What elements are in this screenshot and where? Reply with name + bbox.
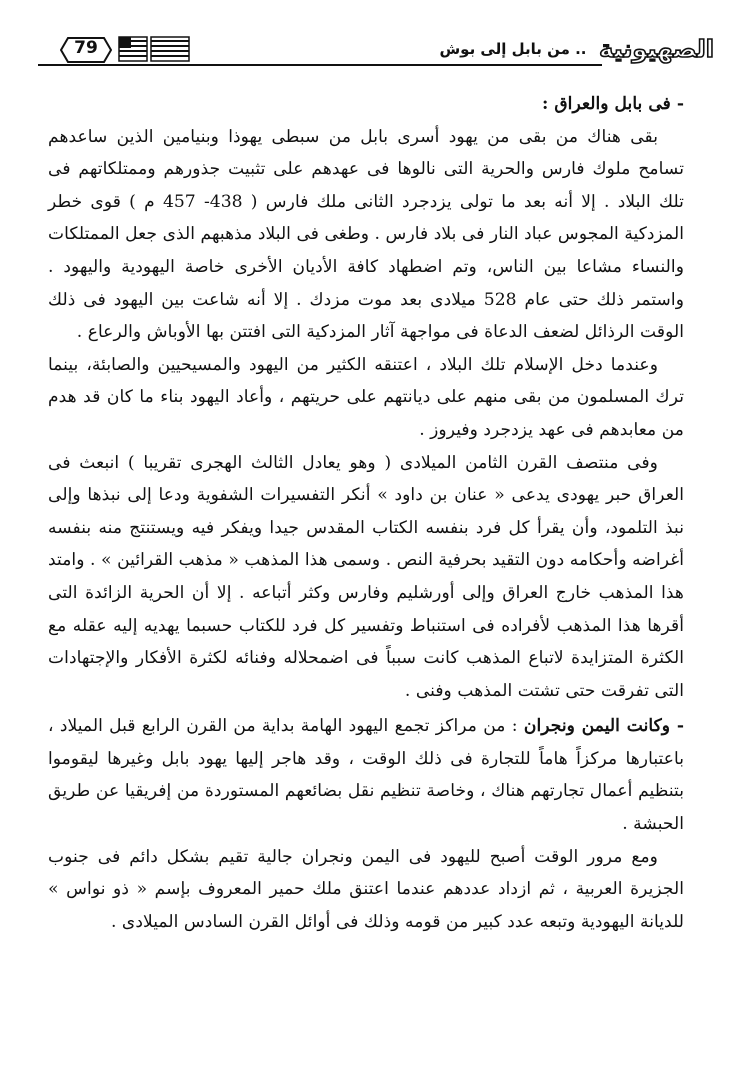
page-body	[48, 88, 684, 938]
paragraph-3: وفى منتصف القرن الثامن الميلادى ( وهو يعادل الثالث الهجرى تقريبا ) انبعث فى العراق حبر يهودى يدعى « عنان بن داود » أنكر التفسيرات الشفوية ودعا إلى نبذها وإلى نبذ التلمود، وأن يقرأ كل فرد بنفسه الكتاب المقدس جيدا ويفكر فيه ويستنتج منه بنفسه أغراضه وأحكامه دون التقيد بحرفية النص . وسمى هذا المذهب « مذهب القرائين » . وامتد هذا المذهب خارج العراق وإلى أورشليم وفارس وكثر أتباعه . إلا أن الحرية الزائدة التى أقرها هذا المذهب لأفراده فى استنباط وتفسير كل فرد للكتاب حسبما يهديه إليه عقله مع الكثرة المتزايدة لاتباع المذهب كانت سبباً فى اضمحلاله وفنائه لكثرة الأفكار والإجتهادات التى تفرقت حتى تشتت المذهب وفنى .	[48, 452, 684, 701]
running-header	[38, 30, 714, 76]
paragraph-2: وعندما دخل الإسلام تلك البلاد ، اعتنقه الكثير من اليهود والمسيحيين والصابئة، بينما ترك المسلمون من بقى منهم على ديانتهم على حريتهم ، وأعاد اليهود بناء ما كان قد هدم من معابدهم فى عهد يزدجرد وفيروز .	[48, 354, 684, 440]
section-heading-babylon: - فى بابل والعراق :	[542, 94, 684, 114]
book-subtitle: .. من بابل إلى بوش	[418, 40, 608, 58]
page-number-badge	[60, 36, 112, 64]
book-title: الصهيونية	[602, 30, 714, 70]
paragraph-4: ومع مرور الوقت أصبح لليهود فى اليمن ونجران جالية تقيم بشكل دائم فى جنوب الجزيرة العربية ، ثم ازداد عددهم عندما اعتنق ملك حمير المعروف بإسم « ذو نواس » للديانة اليهودية وتبعه عدد كبير من قومه وذلك فى أوائل القرن السادس الميلادى .	[48, 846, 684, 932]
page-number: 79	[74, 38, 98, 58]
paragraph-1: بقى هناك من بقى من يهود أسرى بابل من سبطى يهوذا وبنيامين الذين ساعدهم تسامح ملوك فارس والحرية التى نالوها فى عهدهم على تثبيت جذورهم وممتلكاتهم فى تلك البلاد . إلا أنه بعد ما تولى يزدجرد الثانى ملك فارس ( 438- 457 م ) قوى خطر المزدكية المجوس عباد النار فى بلاد فارس . وطغى فى البلاد مذهبهم الذى جعل الممتلكات والنساء مشاعا بين الناس، وتم اضطهاد كافة الأديان الأخرى خاصة اليهودية واليهود . واستمر ذلك حتى عام 528 ميلادى بعد موت مزدك . إلا أنه شاعت بين اليهود فى ذلك الوقت الرذائل لضعف الدعاة فى مواجهة آثار المزدكية التى افتتن بها الأوباش والرعاع .	[48, 126, 684, 343]
flag-icon	[118, 36, 148, 62]
section-heading-yemen: - وكانت اليمن ونجران	[523, 716, 685, 737]
section-yemen-text: : من مراكز تجمع اليهود الهامة بداية من القرن الرابع قبل الميلاد ، باعتبارها مركزاً هاماً للتجارة فى ذلك الوقت ، وقد هاجر إليها يهود بابل وغيرها ليقوموا بتنظيم أعمال تجارتهم هناك ، وخاصة تنظيم نقل بضائعهم المستوردة من إفريقيا عن طريق الحبشة .	[48, 716, 684, 835]
flag-stripes-icon	[150, 36, 190, 62]
section-yemen	[48, 710, 684, 840]
